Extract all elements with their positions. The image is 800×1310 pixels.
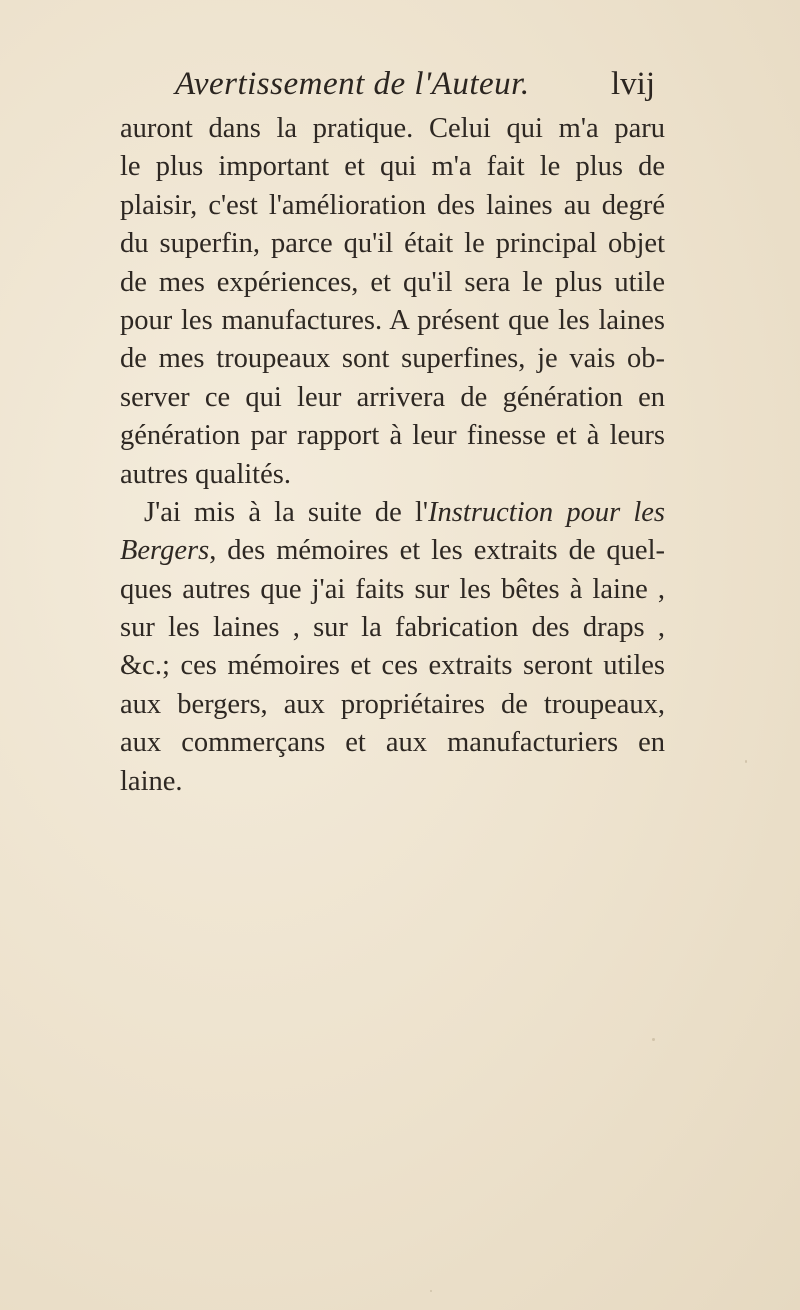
text-run: J'ai mis à la suite de l' (144, 496, 429, 528)
text-line: &c.; ces mémoires et ces extraits seront utiles (120, 650, 665, 682)
book-title-italic: Bergers (120, 535, 210, 567)
text-line: sur les laines , sur la fabrication des draps , (120, 612, 665, 644)
text-line (120, 494, 665, 532)
text-line: génération par rapport à leur finesse et à leurs (120, 420, 665, 452)
text-line: du superfin, parce qu'il était le principal objet (120, 228, 665, 260)
text-line: laine. (120, 765, 183, 797)
text-line: server ce qui leur arrivera de génération en (120, 381, 665, 413)
running-head (175, 66, 655, 106)
text-line: auront dans la pratique. Celui qui m'a paru (120, 113, 665, 144)
book-title-italic: Instruction pour les (428, 496, 665, 528)
paper-speck (652, 1038, 655, 1041)
body-text (120, 110, 665, 801)
paper-speck (430, 1290, 432, 1292)
text-line: aux bergers, aux propriétaires de troupeaux, (120, 688, 665, 720)
text-line: pour les manufactures. A présent que les laines (120, 304, 665, 336)
text-line: ques autres que j'ai faits sur les bêtes à laine , (120, 573, 665, 605)
paper-speck (745, 760, 747, 763)
text-line: plaisir, c'est l'amélioration des laines au degré (120, 189, 665, 221)
text-line: aux commerçans et aux manufacturiers en (120, 727, 665, 759)
page-number: lvij (610, 66, 655, 102)
text-line: de mes expériences, et qu'il sera le plus utile (120, 266, 665, 298)
text-line: le plus important et qui m'a fait le plus de (120, 151, 665, 183)
text-line: de mes troupeaux sont superfines, je vais ob- (120, 343, 665, 375)
text-line: autres qualités. (120, 458, 291, 490)
text-line (120, 532, 665, 570)
running-head-title: Avertissement de l'Auteur. (175, 66, 530, 102)
text-run: , des mémoires et les extraits de quel- (209, 535, 665, 567)
